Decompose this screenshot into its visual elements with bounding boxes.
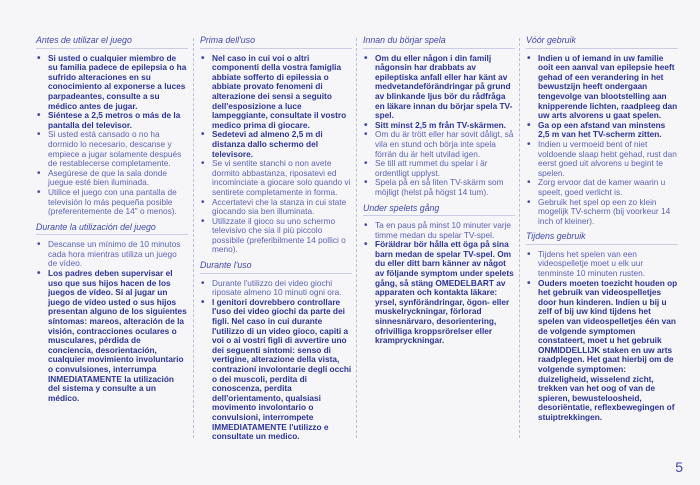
section-heading: Under spelets gång [363, 204, 515, 217]
list-item: • Nel caso in cui voi o altri componenti della vostra famiglia abbiate sofferto di epilessia o abbiate provato fenomeni di alterazione dei sensi a seguito dell'esposizione a luce lampeggiante, consultate il vostro medico prima di giocare. [200, 54, 352, 131]
section-heading: Durante la utilización del juego [36, 223, 188, 236]
bullet-list [200, 279, 352, 442]
list-item: • Om du eller någon i din familj någonsin har drabbats av epileptiska anfall eller har känt av medvetandeförändringar på grund av blinkande ljus bör du rådfråga en läkare innan du börjar spela TV-spel. [363, 54, 515, 121]
column-spanish [36, 36, 188, 403]
column-swedish [363, 36, 515, 346]
list-item: • Zorg ervoor dat de kamer waarin u speelt, goed verlicht is. [526, 178, 678, 197]
list-item: • Utilice el juego con una pantalla de televisión lo más pequeña posible (preferentemente de 14" o menos). [36, 188, 188, 217]
list-item: • Sitt minst 2,5 m från TV-skärmen. [363, 121, 515, 131]
list-item: • Durante l'utilizzo dei video giochi riposate almeno 10 minuti ogni ora. [200, 279, 352, 298]
bullet-list [526, 250, 678, 423]
list-item: • Si usted está cansado o no ha dormido lo necesario, descanse y empiece a jugar solamente después de restablecerse completamente. [36, 130, 188, 168]
list-item: • Indien u of iemand in uw familie ooit een aanval van epilepsie heeft gehad of een verandering in het bewustzijn heeft ondergaan tengevolge van blootstelling aan knipperende lichten, raadpleeg dan uw arts alvorens u gaat spelen. [526, 54, 678, 121]
list-item: • Los padres deben supervisar el uso que sus hijos hacen de los juegos de vídeo. Si al jugar un juego de vídeo usted o sus hijos presentan alguno de los siguientes síntomas: mareos, alteración de la visión, contracciones oculares o musculares, pérdida de conciencia, desorientación, cualquier movimiento involuntario o convulsiones, interrumpa INMEDIATAMENTE la utilización del sistema y consulte a un médico. [36, 269, 188, 403]
list-item: • Om du är trött eller har sovit dåligt, så vila en stund och börja inte spela förrän du är helt utvilad igen. [363, 130, 515, 159]
bullet-list [36, 54, 188, 217]
column-dutch [526, 36, 678, 423]
column-divider [519, 38, 520, 438]
bullet-list [36, 240, 188, 403]
list-item: • Utilizzate il gioco su uno schermo televisivo che sia il più piccolo possibile (preferibilmente 14 pollici o meno). [200, 217, 352, 255]
list-item: • Ouders moeten toezicht houden op het gebruik van videospelletjes door hun kinderen. Indien u bij u zelf of bij uw kind tijdens het spelen van videospelletjes één van de volgende symptomen constateert, moet u het gebruik ONMIDDELLIJK staken en uw arts raadplegen. Het gaat hierbij om de volgende symptomen: duizeligheid, wisselend zicht, trekken van het oog of van de spieren, bewusteloosheid, desoriëntatie, reflexbewegingen of stuiptrekkingen. [526, 279, 678, 423]
list-item: • Se vi sentite stanchi o non avete dormito abbastanza, riposatevi ed incominciate a giocare solo quando vi sentirete completamente in forma. [200, 159, 352, 197]
list-item: • Indien u vermoeid bent of niet voldoende slaap hebt gehad, rust dan eerst goed uit alvorens u begint te spelen. [526, 140, 678, 178]
list-item: • Accertatevi che la stanza in cui state giocando sia ben illuminata. [200, 198, 352, 217]
list-item: • Ta en paus på minst 10 minuter varje timme medan du spelar TV-spel. [363, 221, 515, 240]
list-item: • Si usted o cualquier miembro de su familia padece de epilepsia o ha sufrido alteraciones en su conocimiento al exponerse a luces parpadeantes, consulte a su médico antes de jugar. [36, 54, 188, 112]
list-item: • I genitori dovrebbero controllare l'uso dei video giochi da parte dei figli. Nel caso in cui durante l'utilizzo di un video gioco, capiti a voi o ai vostri figli di avvertire uno dei seguenti sintomi: senso di vertigine, alterazione della vista, contrazioni involontarie degli occhi o dei muscoli, perdita di conoscenza, perdita dell'orientamento, qualsiasi movimento involontario o convulsioni, interrompete IMMEDIATAMENTE l'utilizzo e consultate un medico. [200, 298, 352, 442]
list-item: • Descanse un mínimo de 10 minutos cada hora mientras utiliza un juego de vídeo. [36, 240, 188, 269]
bullet-list [526, 54, 678, 227]
section-heading: Vóór gebruik [526, 36, 678, 49]
section-heading: Prima dell'uso [200, 36, 352, 49]
list-item: • Asegúrese de que la sala donde juegue esté bien iluminada. [36, 169, 188, 188]
list-item: • Siéntese a 2,5 metros o más de la pantalla del televisor. [36, 111, 188, 130]
section-heading: Innan du börjar spela [363, 36, 515, 49]
list-item: • Ga op een afstand van minstens 2,5 m van het TV-scherm zitten. [526, 121, 678, 140]
bullet-list [363, 221, 515, 346]
list-item: • Gebruik het spel op een zo klein mogelijk TV-scherm (bij voorkeur 14 inch of kleiner). [526, 198, 678, 227]
bullet-list [200, 54, 352, 255]
section-heading: Tijdens gebruik [526, 232, 678, 245]
column-divider [356, 38, 357, 438]
section-heading: Durante l'uso [200, 261, 352, 274]
list-item: • Föräldrar bör hålla ett öga på sina barn medan de spelar TV-spel. Om du eller ditt barn känner av något av följande symptom under spelets gång, så stäng OMEDELBART av apparaten och kontakta läkare: yrsel, synförändringar, ögon- eller muskelryckningar, förlorad sinnesnärvaro, desorientering, ofrivilliga kroppsrörelser eller krampryckningar. [363, 240, 515, 346]
list-item: • Spela på en så liten TV-skärm som möjligt (helst på högst 14 tum). [363, 178, 515, 197]
column-divider [193, 38, 194, 438]
bullet-list [363, 54, 515, 198]
list-item: • Se till att rummet du spelar i är ordentligt upplyst. [363, 159, 515, 178]
column-italian [200, 36, 352, 442]
page-number: 5 [675, 459, 683, 475]
list-item: • Sedetevi ad almeno 2,5 m di distanza dallo schermo del televisore. [200, 130, 352, 159]
list-item: • Tijdens het spelen van een videospelletje moet u elk uur tenminste 10 minuten rusten. [526, 250, 678, 279]
section-heading: Antes de utilizar el juego [36, 36, 188, 49]
